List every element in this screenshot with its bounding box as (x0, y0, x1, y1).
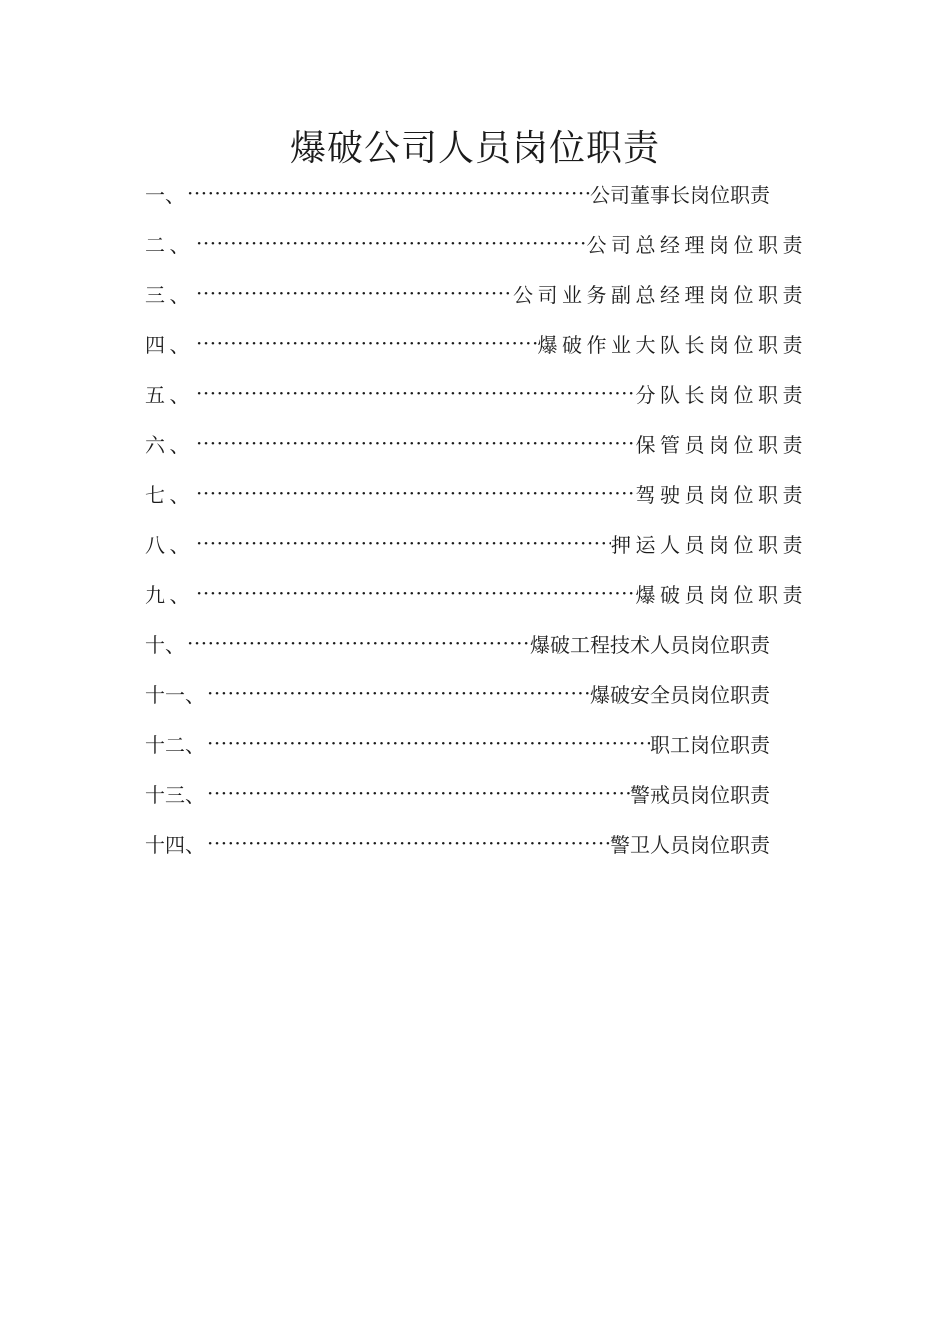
toc-entry (145, 818, 770, 868)
toc-entry-number: 七、 (145, 482, 194, 507)
toc-entry-label: 驾驶员岗位职责 (635, 482, 807, 507)
toc-entry-label: 分队长岗位职责 (635, 382, 807, 407)
toc-entry (145, 768, 770, 818)
toc-entry (145, 368, 807, 418)
toc-entry-label: 公司董事长岗位职责 (590, 182, 770, 207)
toc-dot-leader (194, 381, 636, 405)
toc-entry-number: 十、 (145, 632, 185, 657)
toc-entry-number: 十二、 (145, 732, 205, 757)
toc-entry-label: 爆破作业大队长岗位职责 (537, 332, 807, 357)
toc-entry-number: 四、 (145, 332, 194, 357)
toc-entry-label: 爆破员岗位职责 (635, 582, 807, 607)
toc-entry-label: 公司业务副总经理岗位职责 (513, 282, 807, 307)
toc-dot-leader (194, 331, 538, 355)
toc-dot-leader (205, 831, 610, 855)
toc-dot-leader (194, 581, 636, 605)
toc-entry (145, 318, 807, 368)
toc-entry-number: 八、 (145, 532, 194, 557)
toc-entry (145, 518, 807, 568)
toc-entry (145, 168, 770, 218)
toc-entry-label: 警戒员岗位职责 (630, 782, 770, 807)
table-of-contents (145, 168, 807, 868)
toc-dot-leader (194, 431, 636, 455)
toc-entry-number: 十一、 (145, 682, 205, 707)
toc-entry (145, 718, 770, 768)
toc-entry (145, 418, 807, 468)
toc-entry-number: 六、 (145, 432, 194, 457)
toc-dot-leader (194, 531, 611, 555)
toc-entry (145, 618, 770, 668)
toc-entry-number: 九、 (145, 582, 194, 607)
toc-entry-number: 十四、 (145, 832, 205, 857)
toc-entry-number: 五、 (145, 382, 194, 407)
toc-dot-leader (185, 181, 590, 205)
toc-entry-label: 警卫人员岗位职责 (610, 832, 770, 857)
toc-dot-leader (194, 281, 513, 305)
toc-entry-label: 公司总经理岗位职责 (586, 232, 807, 257)
toc-entry-label: 职工岗位职责 (650, 732, 770, 757)
toc-entry (145, 568, 807, 618)
toc-entry (145, 218, 807, 268)
toc-dot-leader (194, 481, 636, 505)
toc-dot-leader (205, 781, 630, 805)
toc-entry-label: 爆破安全员岗位职责 (590, 682, 770, 707)
toc-entry (145, 668, 770, 718)
document-title: 爆破公司人员岗位职责 (289, 128, 660, 170)
toc-entry-label: 押运人员岗位职责 (611, 532, 807, 557)
toc-dot-leader (194, 231, 587, 255)
toc-entry-number: 一、 (145, 182, 185, 207)
toc-dot-leader (185, 631, 530, 655)
toc-entry-number: 十三、 (145, 782, 205, 807)
toc-entry (145, 468, 807, 518)
toc-dot-leader (205, 681, 590, 705)
toc-entry-label: 保管员岗位职责 (635, 432, 807, 457)
toc-entry-number: 二、 (145, 232, 194, 257)
toc-entry (145, 268, 807, 318)
toc-dot-leader (205, 731, 650, 755)
toc-entry-number: 三、 (145, 282, 194, 307)
toc-entry-label: 爆破工程技术人员岗位职责 (530, 632, 770, 657)
